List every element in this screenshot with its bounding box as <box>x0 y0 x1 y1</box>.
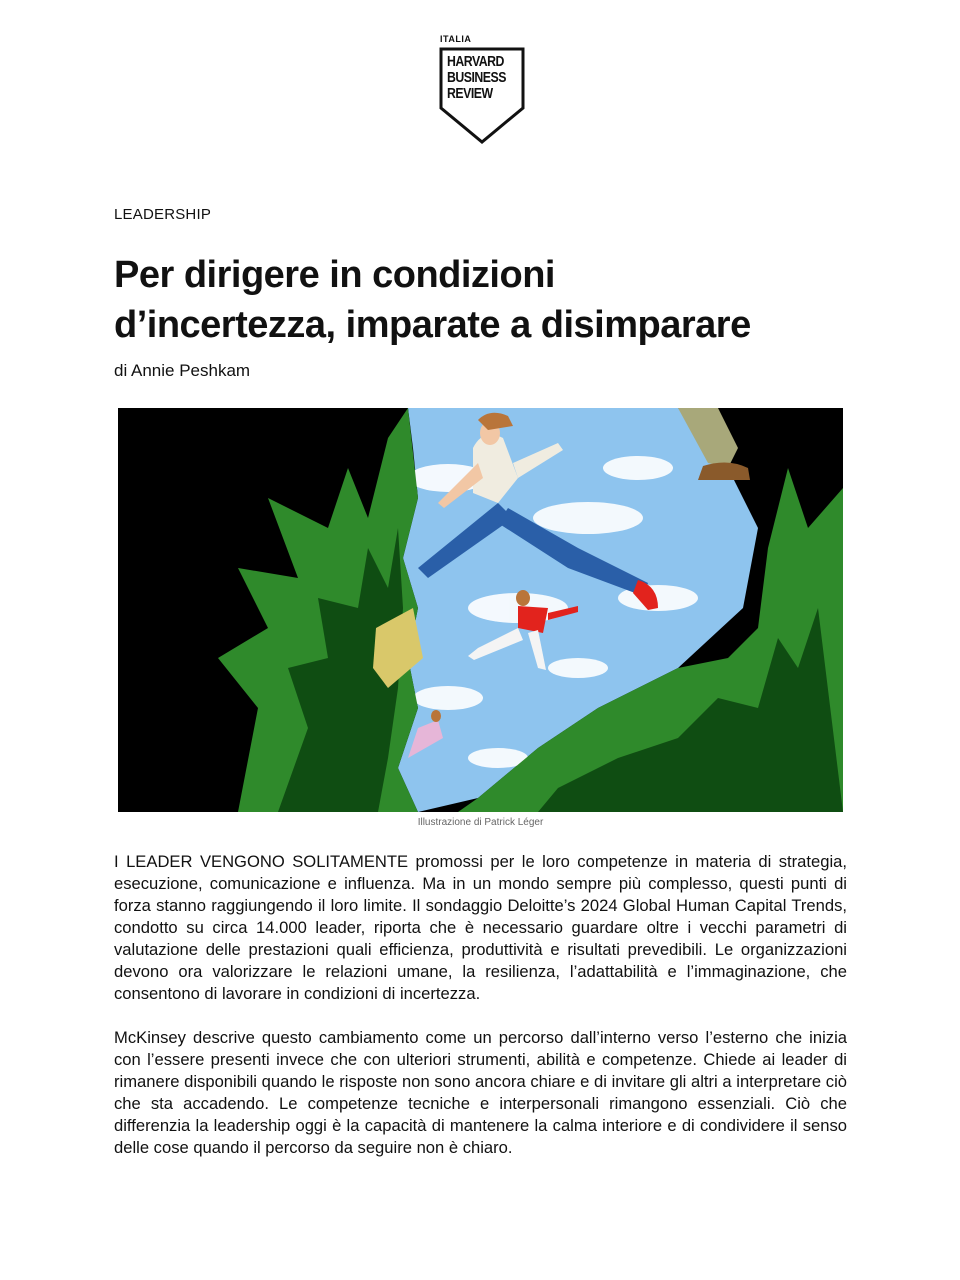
title-line-1: Per dirigere in condizioni <box>114 254 555 296</box>
logo-line-business: BUSINESS <box>447 69 506 86</box>
masthead-country: ITALIA <box>440 34 472 44</box>
article-illustration <box>118 408 843 812</box>
byline: di Annie Peshkam <box>114 361 251 380</box>
image-caption: Illustrazione di Patrick Léger <box>417 817 544 828</box>
cliff-illustration <box>118 408 843 812</box>
paragraph-1: I LEADER VENGONO SOLITAMENTE promossi per le loro competenze in materia di strategia, esecuzione, comunicazione e influenza. Ma in un mondo sempre più complesso, questi punti di forza stanno raggiungendo il loro limite. Il sondaggio Deloitte’s 2024 Global Human Capital Trends, condotto su circa 14.000 leader, riporta che è necessario guardare oltre i vecchi parametri di valutazione delle prestazioni quali efficienza, produttività e risultati prevedibili. Le organizzazioni devono ora valorizzare le relazioni umane, la resilienza, l’adattabilità e l’immaginazione, che consentono di lavorare in condizioni di incertezza. <box>114 852 847 1003</box>
title-line-2: d’incertezza, imparate a disimparare <box>114 304 751 346</box>
paragraph-2: McKinsey descrive questo cambiamento come un percorso dall’interno verso l’esterno che inizia con l’essere presenti invece che con ulteriori strumenti, abilità e competenze. Chiede ai leader di rimanere disponibili quando le risposte non sono ancora chiare e di invitare gli altri a interpretare ciò che sta accadendo. Le competenze tecniche e interpersonali rimangono essenziali. Ciò che differenzia la leadership oggi è la capacità di mantenere la calma interiore e di condividere il senso delle cose quando il percorso da seguire non è chiaro. <box>114 1028 847 1157</box>
hbr-logo-text <box>447 54 504 102</box>
logo-line-review: REVIEW <box>447 85 493 102</box>
section-label: LEADERSHIP <box>114 206 212 223</box>
masthead <box>438 32 528 148</box>
article-title <box>114 250 894 350</box>
logo-line-harvard: HARVARD <box>447 53 504 70</box>
